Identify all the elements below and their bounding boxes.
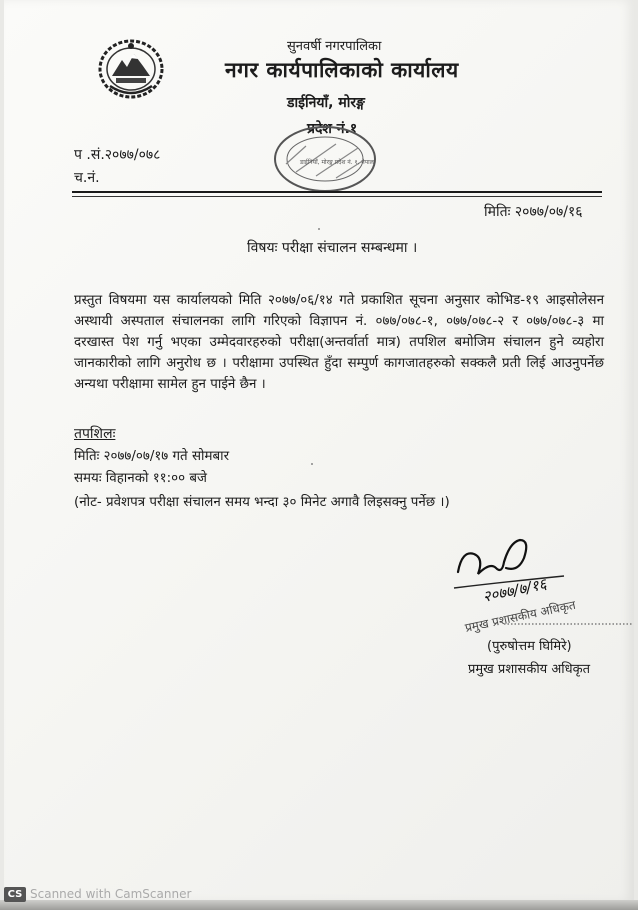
paper-speck bbox=[318, 228, 320, 230]
paper-speck bbox=[311, 463, 313, 465]
dispatch-number: च.नं. bbox=[74, 170, 100, 186]
province-label: प्रदेश नं.१ bbox=[307, 121, 358, 137]
schedule-date: मितिः २०७७/०७/१७ गते सोमबार bbox=[74, 449, 230, 464]
office-stamp bbox=[266, 124, 384, 194]
letter-subject: विषयः परीक्षा संचालन सम्बन्धमा । bbox=[247, 240, 418, 256]
signature-stamp-text: प्रमुख प्रशासकीय अधिकृत bbox=[463, 597, 577, 635]
schedule-note: (नोट- प्रवेशपत्र परीक्षा संचालन समय भन्दा ३० मिनेट अगावै लिइसक्नु पर्नेछ ।) bbox=[74, 495, 450, 510]
signatory-name: (पुरुषोत्तम घिमिरे) bbox=[487, 639, 572, 654]
handwritten-signature bbox=[444, 528, 638, 638]
header-rule bbox=[72, 191, 602, 193]
schedule-time: समयः विहानको ११:०० बजे bbox=[74, 471, 207, 486]
letter-body: प्रस्तुत विषयमा यस कार्यालयको मिति २०७७/०६/१४ गते प्रकाशित सूचना अनुसार कोभिड-१९ आइसोलेसन अस्थायी अस्पताल संचालनका लागि गरिएको विज्ञापन नं. ०७७/०७८-१, ०७७/०७८-२ र ०७७/०७८-३ मा दरखास्त पेश गर्नु भएका उम्मेदवारहरुको परीक्षा(अन्तर्वार्ता मात्र) तपशिल बमोजिम संचालन हुने व्यहोरा जानकारीको लागि अनुरोध छ । परीक्षामा उपस्थित हुँदा सम्पुर्ण कागजातहरुको सक्कलै प्रती लिई आउनुपर्नेछ अन्यथा परीक्षामा सामेल हुन पाईने छैन । bbox=[74, 293, 604, 392]
office-name: नगर कार्यपालिकाको कार्यालय bbox=[225, 58, 459, 82]
header-rule-thin bbox=[72, 196, 602, 197]
camscanner-watermark: Scanned with CamScanner bbox=[30, 887, 192, 901]
signature-date: २०७७/७/१६ bbox=[481, 574, 549, 606]
scan-bottom-edge bbox=[0, 900, 638, 910]
letter-date: मितिः २०७७/०७/१६ bbox=[484, 204, 583, 220]
stamp-inner-text: डाईनियाँ, मोरङ्ग प्रदेश नं. १, नेपाल bbox=[300, 159, 374, 166]
reference-number: प .सं.२०७७/०७८ bbox=[74, 147, 161, 163]
signatory-title: प्रमुख प्रशासकीय अधिकृत bbox=[468, 662, 591, 677]
nepal-emblem-logo bbox=[96, 36, 166, 102]
municipality-name: सुनवर्षी नगरपालिका bbox=[287, 39, 382, 54]
office-location: डाईनियाँ, मोरङ्ग bbox=[287, 95, 365, 111]
document-page bbox=[4, 0, 634, 902]
schedule-title: तपशिलः bbox=[74, 426, 116, 442]
camscanner-logo: CS bbox=[4, 887, 26, 902]
